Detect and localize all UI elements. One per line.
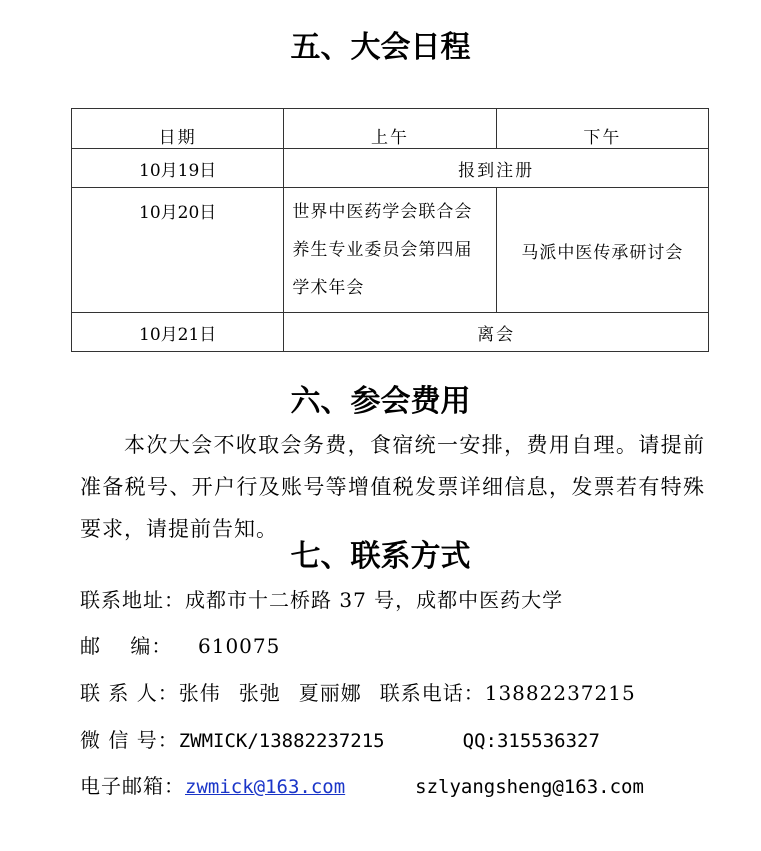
phone-label: 联系电话： xyxy=(379,681,485,705)
row-full-day-event: 离会 xyxy=(284,313,709,352)
table-row xyxy=(72,149,709,188)
table-row xyxy=(72,313,709,352)
header-morning: 上午 xyxy=(284,109,496,149)
fees-section-title: 六、参会费用 xyxy=(290,384,471,419)
person-name: 张弛 xyxy=(238,681,281,705)
row-date: 10月19日 xyxy=(72,149,284,188)
row-date: 10月21日 xyxy=(72,313,284,352)
contact-section-title: 七、联系方式 xyxy=(290,539,471,574)
header-date: 日期 xyxy=(72,109,284,149)
person-name: 夏丽娜 xyxy=(298,681,362,705)
person-name: 张伟 xyxy=(178,681,221,705)
address-value: 成都市十二桥路 37 号，成都中医药大学 xyxy=(185,588,564,612)
contact-people-line xyxy=(80,678,740,708)
people-label: 联 系 人： xyxy=(80,681,179,705)
row-full-day-event: 报到注册 xyxy=(284,149,709,188)
table-header-row xyxy=(72,109,709,149)
phone-value: 13882237215 xyxy=(484,681,636,705)
contact-wechat-line xyxy=(80,725,740,756)
postal-label: 邮 编： xyxy=(80,634,173,658)
qq-label: QQ: xyxy=(462,730,497,752)
schedule-table xyxy=(71,108,709,352)
email-label: 电子邮箱： xyxy=(80,774,185,798)
row-morning-event: 世界中医药学会联合会养生专业委员会第四届学术年会 xyxy=(284,188,496,313)
email-secondary: szlyangsheng@163.com xyxy=(415,776,644,798)
email-link-primary[interactable]: zwmick@163.com xyxy=(185,776,346,798)
postal-value: 610075 xyxy=(198,634,281,658)
contact-postal-line xyxy=(80,631,740,661)
row-afternoon-event: 马派中医传承研讨会 xyxy=(496,188,708,313)
contact-address-line xyxy=(80,585,740,615)
table-row xyxy=(72,188,709,313)
fees-paragraph: 本次大会不收取会务费，食宿统一安排，费用自理。请提前准备税号、开户行及账号等增值税发票详细信息，发票若有特殊要求，请提前告知。 xyxy=(80,433,705,541)
wechat-label: 微 信 号： xyxy=(80,728,179,752)
schedule-section-title: 五、大会日程 xyxy=(290,30,471,65)
row-date: 10月20日 xyxy=(72,188,284,313)
wechat-value: ZWMICK/13882237215 xyxy=(178,730,385,752)
header-afternoon: 下午 xyxy=(496,109,708,149)
address-label: 联系地址： xyxy=(80,588,185,612)
qq-value: 315536327 xyxy=(496,730,600,752)
contact-email-line xyxy=(80,771,740,802)
